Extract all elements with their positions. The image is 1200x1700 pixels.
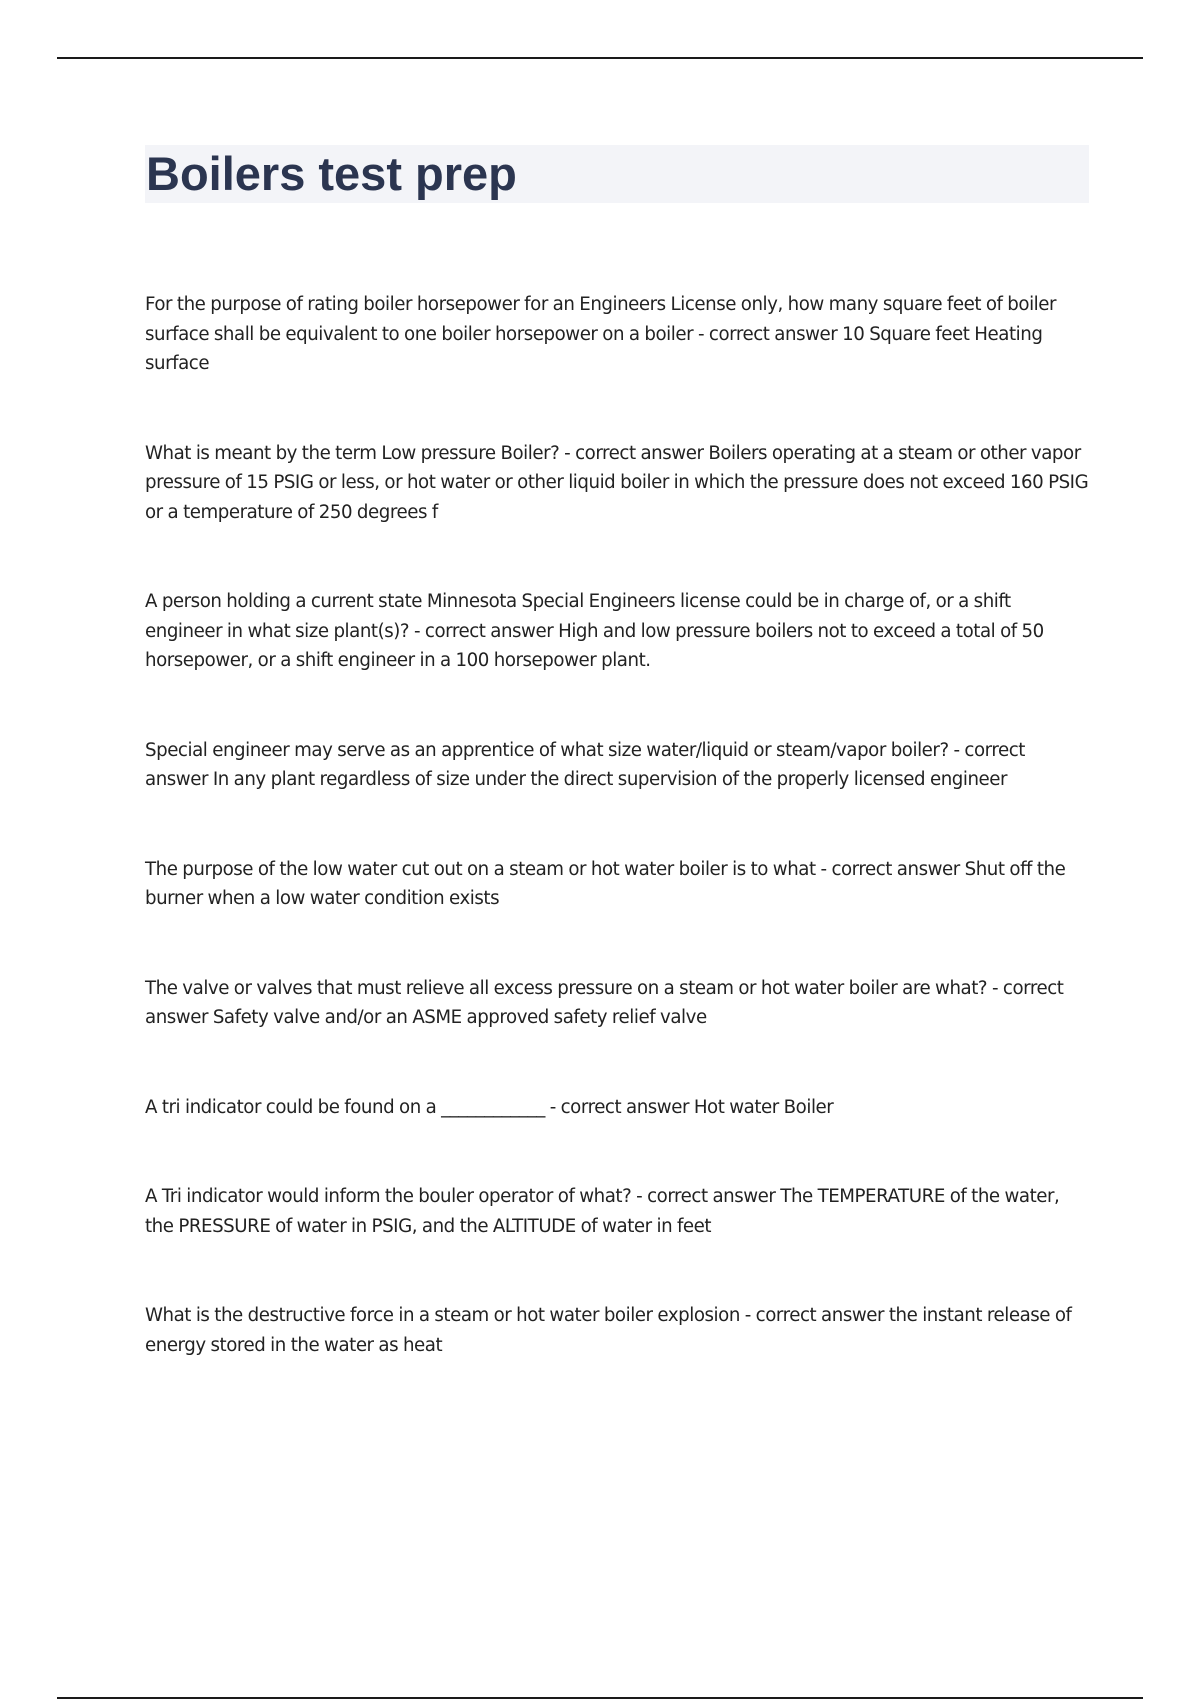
- qa-item: [145, 736, 1090, 795]
- question-text: For the purpose of rating boiler horsepower for an Engineers License only, how many square feet of boiler surface shall be equivalent to one boiler horsepower on a boiler: [145, 294, 1057, 345]
- document-title: Boilers test prep: [146, 147, 517, 200]
- answer-separator: - correct answer: [544, 1096, 694, 1118]
- answer-text: Safety valve and/or an ASME approved safety relief valve: [212, 1007, 707, 1028]
- qa-item: [145, 974, 1090, 1033]
- qa-item: [145, 587, 1090, 676]
- answer-separator: - correct answer: [145, 739, 1025, 790]
- answer-text: the instant release of energy stored in the water as heat: [145, 1305, 1072, 1356]
- answer-separator: - correct answer: [559, 442, 709, 464]
- answer-text: 10 Square feet Heating surface: [145, 323, 1043, 374]
- answer-text: Hot water Boiler: [693, 1096, 834, 1118]
- answer-separator: - correct answer: [693, 323, 843, 345]
- question-text: A tri indicator could be found on a ____________: [145, 1096, 545, 1118]
- qa-item: [145, 1301, 1090, 1360]
- answer-text: Shut off the burner when a low water condition exists: [145, 858, 1066, 909]
- question-text: Special engineer may serve as an apprentice of what size water/liquid or steam/vapor boiler?: [145, 739, 949, 761]
- qa-item: [145, 439, 1090, 528]
- qa-list: [145, 290, 1090, 1360]
- answer-text: The TEMPERATURE of the water, the PRESSURE of water in PSIG, and the ALTITUDE of water in feet: [145, 1186, 1060, 1237]
- question-text: What is meant by the term Low pressure Boiler?: [145, 442, 560, 464]
- answer-separator: - correct answer: [145, 977, 1064, 1028]
- answer-text: In any plant regardless of size under the direct supervision of the properly licensed engineer: [212, 769, 1008, 790]
- qa-item: [145, 1182, 1090, 1241]
- answer-separator: - correct answer: [739, 1305, 889, 1326]
- question-text: The purpose of the low water cut out on a steam or hot water boiler is to what: [145, 858, 816, 880]
- page-bottom-rule: [57, 1697, 1143, 1699]
- answer-separator: - correct answer: [631, 1186, 781, 1207]
- qa-item: [145, 855, 1090, 914]
- question-text: A Tri indicator would inform the bouler operator of what?: [145, 1186, 632, 1207]
- question-text: What is the destructive force in a steam or hot water boiler explosion: [145, 1305, 740, 1326]
- qa-item: [145, 1093, 1090, 1123]
- answer-text: Boilers operating at a steam or other vapor pressure of 15 PSIG or less, or hot water or other liquid boiler in which the pressure does not exceed 160 PSIG or a temperature of 250 degrees f: [145, 442, 1089, 523]
- answer-separator: - correct answer: [409, 620, 559, 642]
- question-text: A person holding a current state Minnesota Special Engineers license could be in charge of, or a shift engineer in what size plant(s)?: [145, 591, 1011, 642]
- question-text: The valve or valves that must relieve all excess pressure on a steam or hot water boiler are what?: [145, 977, 988, 999]
- page-top-rule: [57, 57, 1143, 59]
- answer-text: High and low pressure boilers not to exceed a total of 50 horsepower, or a shift engineer in a 100 horsepower plant.: [145, 620, 1044, 671]
- qa-item: [145, 290, 1090, 379]
- answer-separator: - correct answer: [815, 858, 965, 880]
